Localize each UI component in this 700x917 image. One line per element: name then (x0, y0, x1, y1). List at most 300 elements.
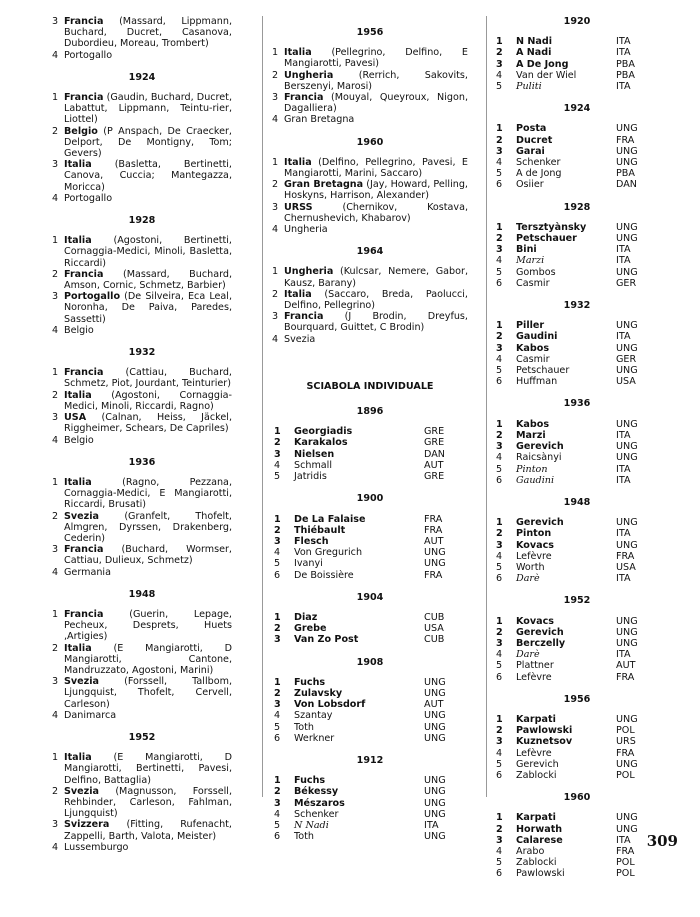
team-entry (64, 390, 232, 412)
year-heading: 1920 (563, 16, 591, 27)
team-entry (64, 752, 232, 786)
team-result-row (272, 179, 468, 201)
nation-code: UNG (616, 320, 638, 332)
result-row (494, 36, 660, 47)
nation-code: ITA (616, 255, 631, 267)
year-heading: 1956 (356, 27, 384, 38)
placing: 6 (496, 179, 503, 191)
team-entry (284, 92, 468, 114)
placing: 3 (52, 412, 59, 424)
nation-code: DAN (616, 179, 637, 191)
team-members: (P Anspach, De Craecker, Delport, De Montigny, Tom; Gevers) (64, 125, 232, 160)
result-row (494, 517, 660, 528)
nation-code: CUB (424, 634, 445, 646)
section-title: SCIABOLA INDIVIDUALE (306, 380, 434, 392)
result-row (494, 759, 660, 770)
placing: 3 (274, 448, 281, 460)
year-heading: 1896 (356, 406, 384, 418)
year-heading: 1960 (356, 136, 384, 148)
team-entry (64, 477, 232, 511)
placing: 1 (272, 266, 279, 278)
result-row (494, 376, 660, 387)
year-heading: 1924 (563, 103, 591, 115)
athlete-name: Jatridis (294, 471, 327, 483)
athlete-name: Karpati (516, 713, 556, 725)
placing: 4 (274, 808, 281, 820)
placing: 2 (272, 288, 279, 300)
athlete-name: A Nadi (516, 47, 552, 59)
nation-code: USA (424, 623, 444, 635)
placing: 3 (272, 201, 279, 213)
team-result-row (52, 477, 232, 511)
placing: 3 (52, 676, 59, 688)
result-row (494, 331, 660, 342)
nation-code: UNG (616, 441, 638, 453)
nation-code: FRA (616, 845, 635, 857)
team-entry (284, 47, 468, 69)
nation-code: UNG (616, 452, 638, 464)
nation-code: USA (616, 561, 636, 573)
team-result-row (272, 114, 468, 125)
result-row (494, 452, 660, 463)
placing: 4 (496, 747, 503, 759)
nation: Italia (64, 159, 92, 171)
athlete-name: Bini (516, 244, 537, 256)
athlete-name: Darè (516, 649, 540, 661)
nation-code: UNG (616, 266, 638, 278)
nation: Francia (284, 92, 324, 104)
team-result-row (52, 159, 232, 193)
placing: 2 (274, 786, 281, 798)
nation-code: UNG (616, 539, 638, 551)
result-row (494, 573, 660, 584)
placing: 3 (496, 834, 503, 846)
team-entry (64, 544, 232, 566)
placing: 1 (496, 517, 503, 529)
year-heading: 1952 (128, 731, 156, 743)
year-heading: 1928 (128, 215, 156, 227)
placing: 1 (52, 235, 59, 247)
placing: 5 (496, 758, 503, 770)
athlete-name: Thiébault (294, 524, 346, 536)
athlete-name: Kabos (516, 342, 550, 354)
placing: 2 (52, 125, 59, 137)
placing: 3 (496, 539, 503, 551)
athlete-name: Nielsen (294, 448, 335, 460)
team-members: (Delfino, Pellegrino, Pavesi, E Mangiarotti, Marini, Saccaro) (284, 156, 468, 180)
placing: 6 (496, 573, 503, 585)
year-heading: 1908 (356, 656, 384, 668)
placing: 4 (274, 710, 281, 722)
nation-code: FRA (616, 671, 635, 683)
nation-code: UNG (424, 687, 446, 699)
athlete-name: Gerevich (516, 758, 559, 770)
athlete-name: Toth (294, 721, 314, 733)
placing: 1 (52, 476, 59, 488)
athlete-name: Casmir (516, 353, 550, 365)
year-heading: 1960 (563, 792, 591, 804)
nation: Francia (64, 92, 104, 104)
placing: 4 (272, 333, 279, 345)
result-row (494, 146, 660, 157)
result-row (494, 157, 660, 168)
column-team-results-1 (52, 16, 232, 853)
result-row (494, 441, 660, 452)
athlete-name: Kabos (516, 418, 550, 430)
team-entry (284, 289, 468, 311)
placing: 4 (496, 550, 503, 562)
placing: 3 (496, 342, 503, 354)
athlete-name: Karakalos (294, 437, 348, 449)
team-members: (Agostoni, Cornaggia-Medici, Minoli, Riccardi, Ragno) (64, 389, 232, 412)
placing: 2 (52, 510, 59, 522)
placing: 5 (274, 558, 281, 570)
placing: 3 (496, 441, 503, 453)
result-row (272, 525, 468, 536)
athlete-name: Gerevich (516, 441, 564, 453)
result-row (494, 736, 660, 747)
team-members: Lussemburgo (64, 841, 129, 853)
nation: Svezia (64, 785, 100, 797)
nation-code: UNG (616, 123, 638, 135)
nation-code: FRA (616, 134, 635, 146)
placing: 3 (274, 634, 281, 646)
team-result-row (272, 311, 468, 333)
team-entry (64, 367, 232, 389)
nation-code: ITA (616, 36, 631, 48)
placing: 1 (496, 615, 503, 627)
result-row (494, 430, 660, 441)
nation-code: UNG (424, 710, 446, 722)
nation-code: UNG (424, 558, 446, 570)
nation-code: GRE (424, 437, 445, 449)
placing: 3 (272, 92, 279, 104)
result-row (494, 123, 660, 134)
result-row (494, 616, 660, 627)
nation-code: ITA (616, 81, 631, 93)
team-members: Ungheria (284, 224, 328, 236)
team-members: (Agostoni, Bertinetti, Cornaggia-Medici, Minoli, Basletta, Riccardi) (64, 235, 232, 269)
nation: Italia (64, 476, 92, 488)
nation-code: FRA (424, 569, 443, 581)
placing: 5 (496, 463, 503, 475)
team-members: (Cattiau, Buchard, Schmetz, Piot, Jourdant, Teinturier) (64, 367, 232, 390)
team-result-row (52, 50, 232, 61)
team-entry (284, 266, 468, 288)
nation-code: AUT (616, 660, 636, 672)
team-result-row (52, 710, 232, 721)
placing: 1 (52, 367, 59, 379)
result-row (494, 365, 660, 376)
placing: 1 (272, 156, 279, 168)
placing: 4 (52, 192, 59, 204)
result-row (272, 688, 468, 699)
column-individual-results (494, 16, 660, 880)
athlete-name: Von Lobsdorf (294, 699, 366, 711)
nation: Francia (64, 367, 104, 379)
team-result-row (52, 567, 232, 578)
result-row (272, 623, 468, 634)
athlete-name: Zablocki (516, 857, 557, 869)
team-entry (64, 16, 232, 50)
team-members: (Mouyal, Queyroux, Nigon, Dagalliera) (284, 92, 468, 115)
placing: 2 (496, 528, 503, 540)
athlete-name: Schmall (294, 459, 333, 471)
team-entry (64, 710, 232, 721)
result-row (494, 857, 660, 868)
athlete-name: N Nadi (294, 819, 329, 831)
result-row (494, 320, 660, 331)
athlete-name: Werkner (294, 732, 335, 744)
placing: 2 (52, 389, 59, 401)
athlete-name: Horwath (516, 823, 563, 835)
athlete-name: Kuznetsov (516, 736, 573, 748)
nation-code: AUT (424, 459, 444, 471)
result-row (494, 464, 660, 475)
team-members: (Ragno, Pezzana, Cornaggia-Medici, E Mangiarotti, Riccardi, Brusati) (64, 476, 232, 511)
athlete-name: Osiier (516, 179, 544, 191)
nation: Italia (284, 156, 312, 168)
nation: Ungheria (284, 69, 334, 81)
year-heading: 1904 (356, 591, 384, 603)
team-members: (Calnan, Heiss, Jäckel, Riggheimer, Schears, De Capriles) (64, 412, 232, 435)
nation: USA (64, 412, 87, 424)
nation-code: FRA (616, 747, 635, 759)
nation-code: ITA (616, 463, 631, 475)
athlete-name: A De Jong (516, 58, 569, 70)
athlete-name: Schenker (294, 808, 339, 820)
nation-code: AUT (424, 535, 444, 547)
athlete-name: Von Gregurich (294, 547, 363, 559)
year-heading: 1956 (563, 693, 591, 705)
placing: 4 (52, 841, 59, 853)
team-result-row (272, 70, 468, 92)
year-heading: 1928 (563, 201, 591, 213)
team-entry (284, 179, 468, 201)
athlete-name: Ivanyi (294, 558, 323, 570)
year-heading: 1932 (563, 300, 591, 312)
nation-code: UNG (616, 517, 638, 529)
team-members: Gran Bretagna (284, 114, 355, 126)
nation-code: UNG (616, 812, 638, 824)
result-row (494, 540, 660, 551)
result-row (494, 770, 660, 781)
result-row (494, 528, 660, 539)
result-row (494, 222, 660, 233)
placing: 3 (274, 535, 281, 547)
result-row (272, 547, 468, 558)
nation-code: UNG (616, 637, 638, 649)
placing: 2 (496, 331, 503, 343)
nation-code: FRA (424, 524, 443, 536)
placing: 1 (52, 608, 59, 620)
nation-code: UNG (424, 786, 446, 798)
placing: 4 (52, 709, 59, 721)
team-entry (64, 435, 232, 446)
result-row (494, 660, 660, 671)
result-row (494, 278, 660, 289)
nation-code: ITA (616, 834, 631, 846)
placing: 5 (496, 81, 503, 93)
placing: 2 (52, 785, 59, 797)
placing: 5 (496, 365, 503, 377)
placing: 6 (496, 376, 503, 388)
result-row (494, 638, 660, 649)
athlete-name: Diaz (294, 611, 318, 623)
team-entry (284, 114, 468, 125)
team-members: (Saccaro, Breda, Paolucci, Delfino, Pellegrino) (284, 288, 468, 312)
result-row (272, 798, 468, 809)
team-result-row (52, 16, 232, 50)
athlete-name: Lefèvre (516, 671, 552, 683)
placing: 6 (274, 732, 281, 744)
team-result-row (272, 47, 468, 69)
team-entry (64, 412, 232, 434)
placing: 5 (496, 168, 503, 180)
team-entry (64, 193, 232, 204)
athlete-name: Ducret (516, 134, 553, 146)
athlete-name: N Nadi (516, 36, 553, 48)
placing: 1 (52, 752, 59, 764)
placing: 1 (274, 611, 281, 623)
athlete-name: Berczelly (516, 637, 566, 649)
team-result-row (52, 676, 232, 710)
result-row (494, 244, 660, 255)
placing: 5 (496, 857, 503, 869)
team-entry (64, 126, 232, 160)
athlete-name: Zablocki (516, 769, 557, 781)
result-row (494, 81, 660, 92)
placing: 3 (496, 145, 503, 157)
team-result-row (52, 412, 232, 434)
year-heading: 1936 (563, 398, 591, 410)
nation-code: ITA (616, 649, 631, 661)
result-row (272, 536, 468, 547)
team-members: (Basletta, Bertinetti, Canova, Cuccia; Mantegazza, Moricca) (64, 159, 232, 193)
team-result-row (52, 786, 232, 820)
placing: 2 (274, 524, 281, 536)
placing: 3 (496, 637, 503, 649)
team-members: (Forssell, Tallbom, Ljungquist, Thofelt, Cervell, Carleson) (64, 676, 232, 710)
placing: 1 (496, 221, 503, 233)
team-result-row (52, 842, 232, 853)
nation: Ungheria (284, 266, 334, 278)
nation-code: POL (616, 769, 635, 781)
nation: Svezia (64, 676, 100, 688)
nation-code: UNG (616, 823, 638, 835)
placing: 2 (274, 437, 281, 449)
team-members: (Massard, Lippmann, Buchard, Ducret, Casanova, Dubordieu, Moreau, Trombert) (64, 16, 232, 50)
placing: 1 (272, 47, 279, 59)
athlete-name: Huffman (516, 376, 558, 388)
nation-code: UNG (616, 418, 638, 430)
result-row (494, 714, 660, 725)
nation-code: UNG (424, 797, 446, 809)
team-entry (64, 511, 232, 545)
team-result-row (52, 92, 232, 126)
nation: Francia (64, 544, 104, 556)
year-heading: 1948 (128, 588, 156, 600)
nation-code: UNG (424, 775, 446, 787)
team-result-row (52, 752, 232, 786)
team-entry (284, 224, 468, 235)
result-row (272, 612, 468, 623)
nation-code: UNG (616, 626, 638, 638)
placing: 1 (496, 418, 503, 430)
column-divider (486, 16, 487, 797)
team-entry (64, 269, 232, 291)
team-members: (Rerrich, Sakovits, Berszenyi, Marosi) (284, 69, 468, 92)
team-result-row (52, 609, 232, 643)
nation: Svezia (64, 510, 100, 522)
nation-code: CUB (424, 611, 445, 623)
result-row (272, 775, 468, 786)
placing: 4 (496, 452, 503, 464)
placing: 4 (496, 649, 503, 661)
athlete-name: Gaudini (516, 474, 555, 486)
result-row (272, 558, 468, 569)
athlete-name: Gombos (516, 266, 556, 278)
placing: 5 (496, 561, 503, 573)
placing: 6 (496, 474, 503, 486)
result-row (494, 475, 660, 486)
placing: 4 (274, 547, 281, 559)
year-heading: 1912 (356, 754, 384, 766)
result-row (272, 710, 468, 721)
team-entry (64, 567, 232, 578)
nation: Italia (64, 389, 92, 401)
result-row (272, 699, 468, 710)
placing: 6 (274, 831, 281, 843)
team-members: (Chernikov, Kostava, Chernushevich, Khabarov) (284, 201, 468, 224)
nation-code: UNG (616, 758, 638, 770)
nation-code: ITA (616, 244, 631, 256)
team-entry (64, 235, 232, 269)
team-members: (Jay, Howard, Pelling, Hoskyns, Harrison, Alexander) (284, 179, 468, 202)
placing: 2 (496, 134, 503, 146)
team-members: (J Brodin, Dreyfus, Bourquard, Guittet, C Brodin) (284, 311, 468, 334)
team-members: Svezia (284, 333, 316, 345)
team-members: (Fitting, Rufenacht, Zappelli, Barth, Valota, Meister) (64, 819, 232, 842)
team-entry (64, 325, 232, 336)
athlete-name: Szantay (294, 710, 333, 722)
nation: Italia (64, 642, 92, 654)
nation: Francia (64, 268, 104, 280)
team-result-row (272, 157, 468, 179)
nation: Francia (64, 608, 104, 620)
placing: 1 (496, 320, 503, 332)
result-row (272, 460, 468, 471)
team-entry (64, 842, 232, 853)
placing: 4 (52, 324, 59, 336)
placing: 4 (496, 69, 503, 81)
nation-code: PBA (616, 168, 635, 180)
athlete-name: Posta (516, 123, 547, 135)
athlete-name: Petschauer (516, 233, 577, 245)
result-row (494, 551, 660, 562)
team-members: (Guerin, Lepage, Pecheux, Desprets, Huets ,Artigies) (64, 608, 232, 643)
nation-code: URS (616, 736, 636, 748)
nation-code: UNG (616, 713, 638, 725)
team-result-row (272, 92, 468, 114)
placing: 2 (496, 823, 503, 835)
athlete-name: Flesch (294, 535, 329, 547)
athlete-name: Calarese (516, 834, 563, 846)
nation: Belgio (64, 125, 98, 137)
placing: 4 (52, 566, 59, 578)
team-members: (Buchard, Wormser, Cattiau, Dulieux, Schmetz) (64, 544, 232, 567)
result-row (494, 835, 660, 846)
